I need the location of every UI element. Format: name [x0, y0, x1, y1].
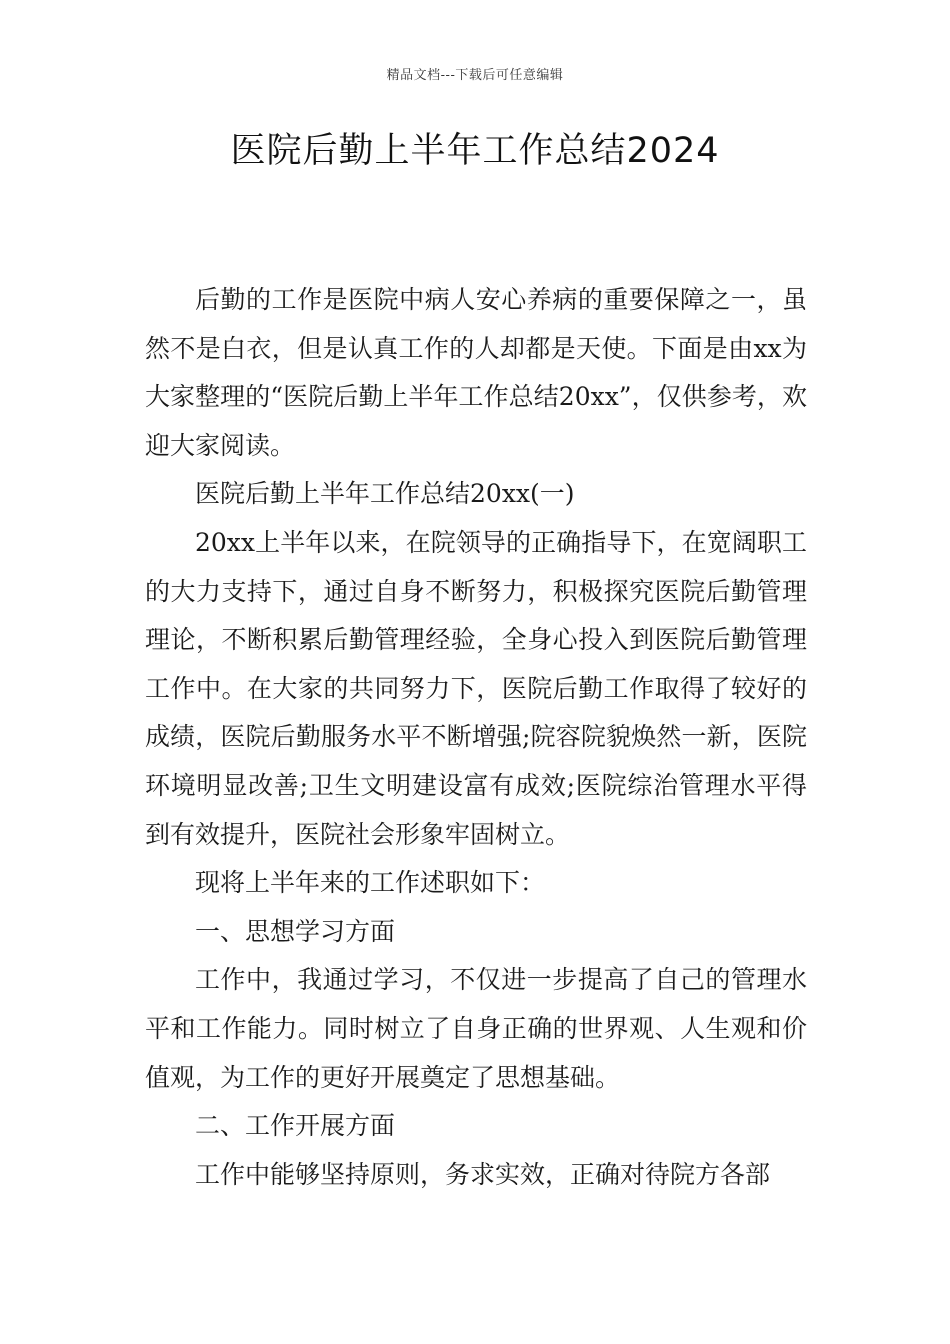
paragraph-work-progress: 工作中能够坚持原则，务求实效，正确对待院方各部: [195, 1159, 771, 1189]
paragraph-overview: 20xx上半年以来，在院领导的正确指导下，在宽阔职工的大力支持下，通过自身不断努力，积极探究医院后勤管理理论，不断积累后勤管理经验，全身心投入到医院后勤管理工作中。在大家的共同努力下，医院后勤工作取得了较好的成绩，医院后勤服务水平不断增强;院容院貌焕然一新，医院环境明显改善;卫生文明建设富有成效;医院综治管理水平得到有效提升，医院社会形象牢固树立。: [145, 527, 807, 849]
paragraph-report-lead: 现将上半年来的工作述职如下：: [195, 868, 546, 898]
document-title: 医院后勤上半年工作总结2024: [230, 131, 720, 171]
paragraph-ideology-study: 工作中，我通过学习，不仅进一步提高了自己的管理水平和工作能力。同时树立了自身正确的世界观、人生观和价值观，为工作的更好开展奠定了思想基础。: [145, 965, 807, 1092]
header-note: 精品文档---下载后可任意编辑: [386, 68, 564, 83]
heading-work-progress: 二、工作开展方面: [195, 1111, 396, 1141]
heading-ideology-study: 一、思想学习方面: [195, 916, 396, 946]
paragraph-intro: 后勤的工作是医院中病人安心养病的重要保障之一，虽然不是白衣，但是认真工作的人却都是天使。下面是由xx为大家整理的“医院后勤上半年工作总结20xx”，仅供参考，欢迎大家阅读。: [145, 285, 807, 460]
document-body: [145, 276, 807, 1199]
paragraph-section-title: 医院后勤上半年工作总结20xx(一): [195, 479, 575, 509]
